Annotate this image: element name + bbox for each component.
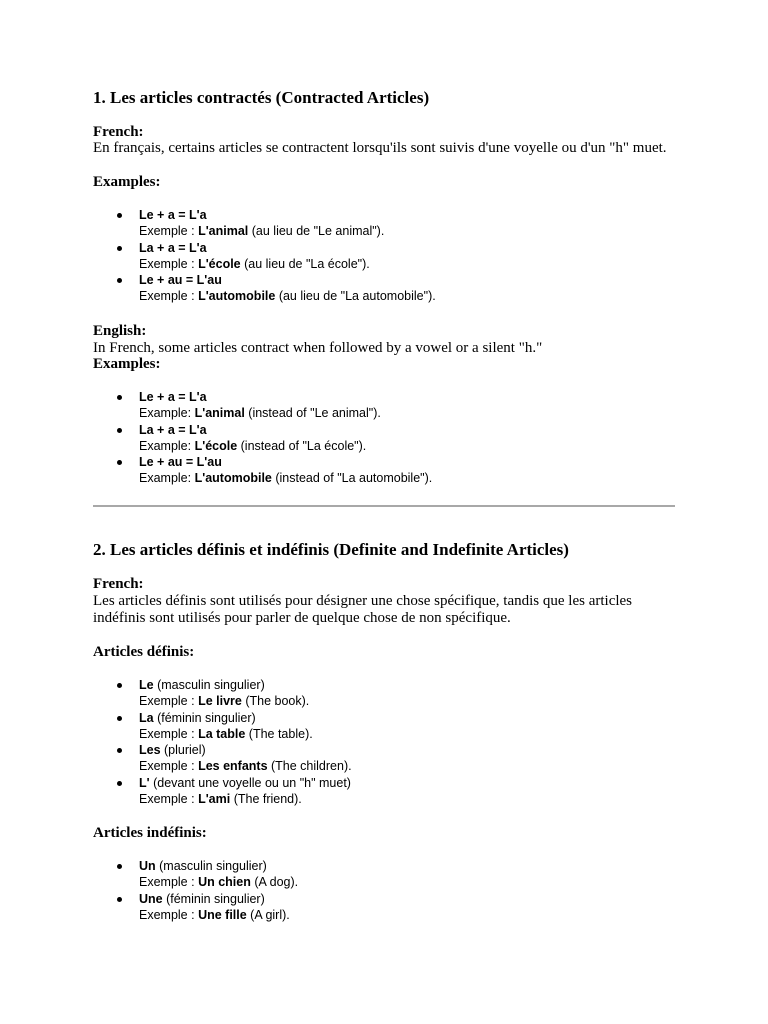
section-1-english-label: English: bbox=[93, 323, 147, 339]
article-desc: (masculin singulier) bbox=[153, 678, 265, 692]
section-1-english-examples-list bbox=[93, 389, 432, 487]
example-note: (au lieu de "Le animal"). bbox=[248, 224, 385, 239]
example-word: L'automobile bbox=[194, 471, 272, 486]
example-note: (A girl). bbox=[246, 907, 290, 922]
articles-definis-label: Articles définis: bbox=[93, 644, 195, 660]
example-word: La table bbox=[198, 726, 246, 741]
example-word: Une fille bbox=[198, 907, 247, 922]
article-term: Un bbox=[139, 859, 156, 873]
section-1-french-text: En français, certains articles se contractent lorsqu'ils sont suivis d'une voyelle ou d'un "h" muet. bbox=[93, 140, 667, 156]
example-word: Un chien bbox=[198, 875, 251, 890]
article-desc: (féminin singulier) bbox=[153, 710, 256, 725]
example-prefix: Exemple : bbox=[139, 224, 199, 239]
example-word: L'animal bbox=[194, 406, 245, 421]
example-note: (A dog). bbox=[250, 875, 299, 890]
section-2-french-text: Les articles définis sont utilisés pour désigner une chose spécifique, tandis que les articles indéfinis sont utilisés pour parler de quelque chose de non spécifique. bbox=[93, 593, 633, 626]
example-word: Les enfants bbox=[198, 759, 268, 774]
contraction-rule: Le + a = L'a bbox=[139, 390, 207, 404]
horizontal-divider bbox=[93, 505, 675, 507]
example-prefix: Exemple : bbox=[139, 289, 199, 304]
list-item bbox=[93, 775, 352, 808]
contraction-rule: La + a = L'a bbox=[139, 422, 207, 437]
section-1-title: 1. Les articles contractés (Contracted Articles) bbox=[93, 88, 430, 107]
section-1-english-examples-label: Examples: bbox=[93, 356, 161, 372]
section-1-english-text: In French, some articles contract when followed by a vowel or a silent "h." bbox=[93, 340, 543, 356]
articles-indefinis-label: Articles indéfinis: bbox=[93, 825, 207, 841]
example-word: L'école bbox=[194, 438, 238, 453]
list-item bbox=[93, 742, 352, 775]
example-prefix: Exemple : bbox=[139, 694, 199, 709]
example-note: (instead of "Le animal"). bbox=[244, 406, 381, 421]
list-item bbox=[93, 389, 432, 422]
example-note: (instead of "La école"). bbox=[237, 438, 367, 453]
list-item bbox=[93, 891, 298, 924]
article-desc: (féminin singulier) bbox=[162, 891, 265, 906]
example-note: (The children). bbox=[267, 759, 352, 774]
articles-indefinis-list bbox=[93, 858, 298, 923]
article-term: La bbox=[139, 710, 154, 725]
example-note: (The table). bbox=[245, 726, 313, 741]
article-term: Le bbox=[139, 678, 154, 692]
example-word: L'automobile bbox=[198, 289, 276, 304]
section-1-french-label: French: bbox=[93, 124, 144, 140]
contraction-rule: Le + a = L'a bbox=[139, 208, 207, 222]
articles-definis-list bbox=[93, 677, 352, 807]
list-item bbox=[93, 454, 432, 487]
article-desc: (pluriel) bbox=[160, 743, 206, 758]
contraction-rule: Le + au = L'au bbox=[139, 455, 222, 470]
example-word: L'animal bbox=[198, 224, 249, 239]
list-item bbox=[93, 677, 352, 710]
example-note: (instead of "La automobile"). bbox=[271, 471, 433, 486]
example-note: (The friend). bbox=[230, 792, 302, 807]
example-note: (The book). bbox=[241, 694, 310, 709]
contraction-rule: La + a = L'a bbox=[139, 240, 207, 255]
example-note: (au lieu de "La automobile"). bbox=[275, 289, 436, 304]
article-term: L' bbox=[139, 775, 150, 790]
list-item bbox=[93, 422, 432, 455]
example-prefix: Exemple : bbox=[139, 726, 199, 741]
example-word: Le livre bbox=[198, 694, 242, 709]
example-prefix: Example: bbox=[139, 438, 195, 453]
list-item bbox=[93, 240, 436, 273]
example-prefix: Exemple : bbox=[139, 759, 199, 774]
contraction-rule: Le + au = L'au bbox=[139, 273, 222, 288]
list-item bbox=[93, 858, 298, 891]
article-desc: (devant une voyelle ou un "h" muet) bbox=[149, 775, 351, 790]
section-1-french-examples-label: Examples: bbox=[93, 174, 161, 190]
example-prefix: Exemple : bbox=[139, 256, 199, 271]
example-prefix: Example: bbox=[139, 471, 195, 486]
article-term: Une bbox=[139, 891, 163, 906]
article-desc: (masculin singulier) bbox=[155, 859, 267, 873]
article-term: Les bbox=[139, 743, 161, 758]
section-2-title: 2. Les articles définis et indéfinis (Definite and Indefinite Articles) bbox=[93, 540, 569, 559]
example-prefix: Example: bbox=[139, 406, 195, 421]
example-prefix: Exemple : bbox=[139, 907, 199, 922]
example-prefix: Exemple : bbox=[139, 792, 199, 807]
example-note: (au lieu de "La école"). bbox=[240, 256, 370, 271]
list-item bbox=[93, 272, 436, 305]
section-1-french-examples-list bbox=[93, 207, 436, 305]
list-item bbox=[93, 710, 352, 743]
list-item bbox=[93, 207, 436, 240]
example-prefix: Exemple : bbox=[139, 875, 199, 890]
section-2-french-label: French: bbox=[93, 576, 144, 592]
example-word: L'école bbox=[198, 256, 241, 271]
example-word: L'ami bbox=[198, 792, 231, 807]
